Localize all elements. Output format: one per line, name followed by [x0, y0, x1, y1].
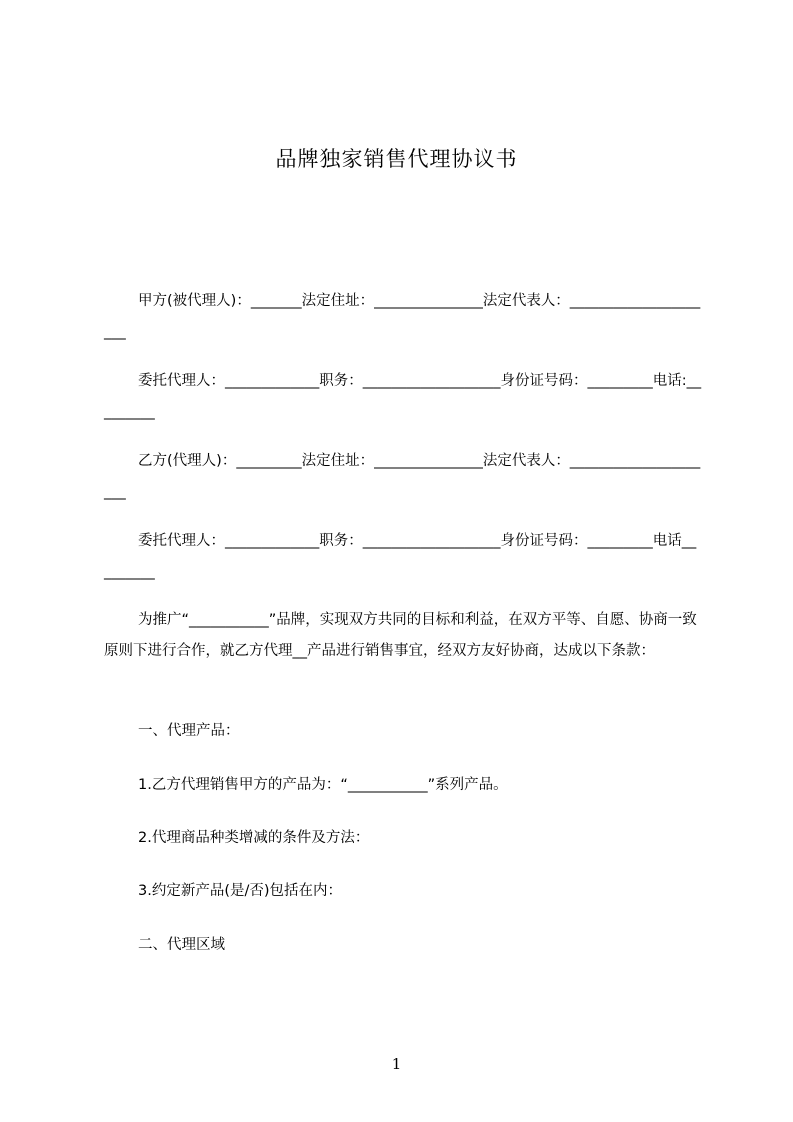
party-a-paragraph: 甲方(被代理人)：_______法定住址：_______________法定代表人：_____________________ — [104, 293, 701, 340]
party-b-paragraph: 乙方(代理人)：_________法定住址：_______________法定代表人：_____________________ — [104, 453, 701, 500]
section-1-heading: 一、代理产品： — [138, 723, 240, 739]
party-b-agent-paragraph: 委托代理人：_____________职务：___________________身份证号码：_________电话_________ — [104, 533, 697, 580]
purpose-paragraph: 为推广“___________”品牌，实现双方共同的目标和利益，在双方平等、自愿、协商一致原则下进行合作，就乙方代理__产品进行销售事宜，经双方友好协商，达成以下条款： — [104, 612, 697, 659]
section-2-heading: 二、代理区域 — [138, 937, 225, 953]
party-a-agent-paragraph: 委托代理人：_____________职务：___________________身份证号码：_________电话:_________ — [104, 373, 702, 420]
clause-1-3: 3.约定新产品(是/否)包括在内： — [138, 883, 343, 899]
clause-1-1: 1.乙方代理销售甲方的产品为：“___________”系列产品。 — [138, 777, 508, 793]
document-title: 品牌独家销售代理协议书 — [275, 147, 518, 171]
page-number: 1 — [391, 1055, 402, 1073]
clause-1-2: 2.代理商品种类增减的条件及方法： — [138, 830, 370, 846]
